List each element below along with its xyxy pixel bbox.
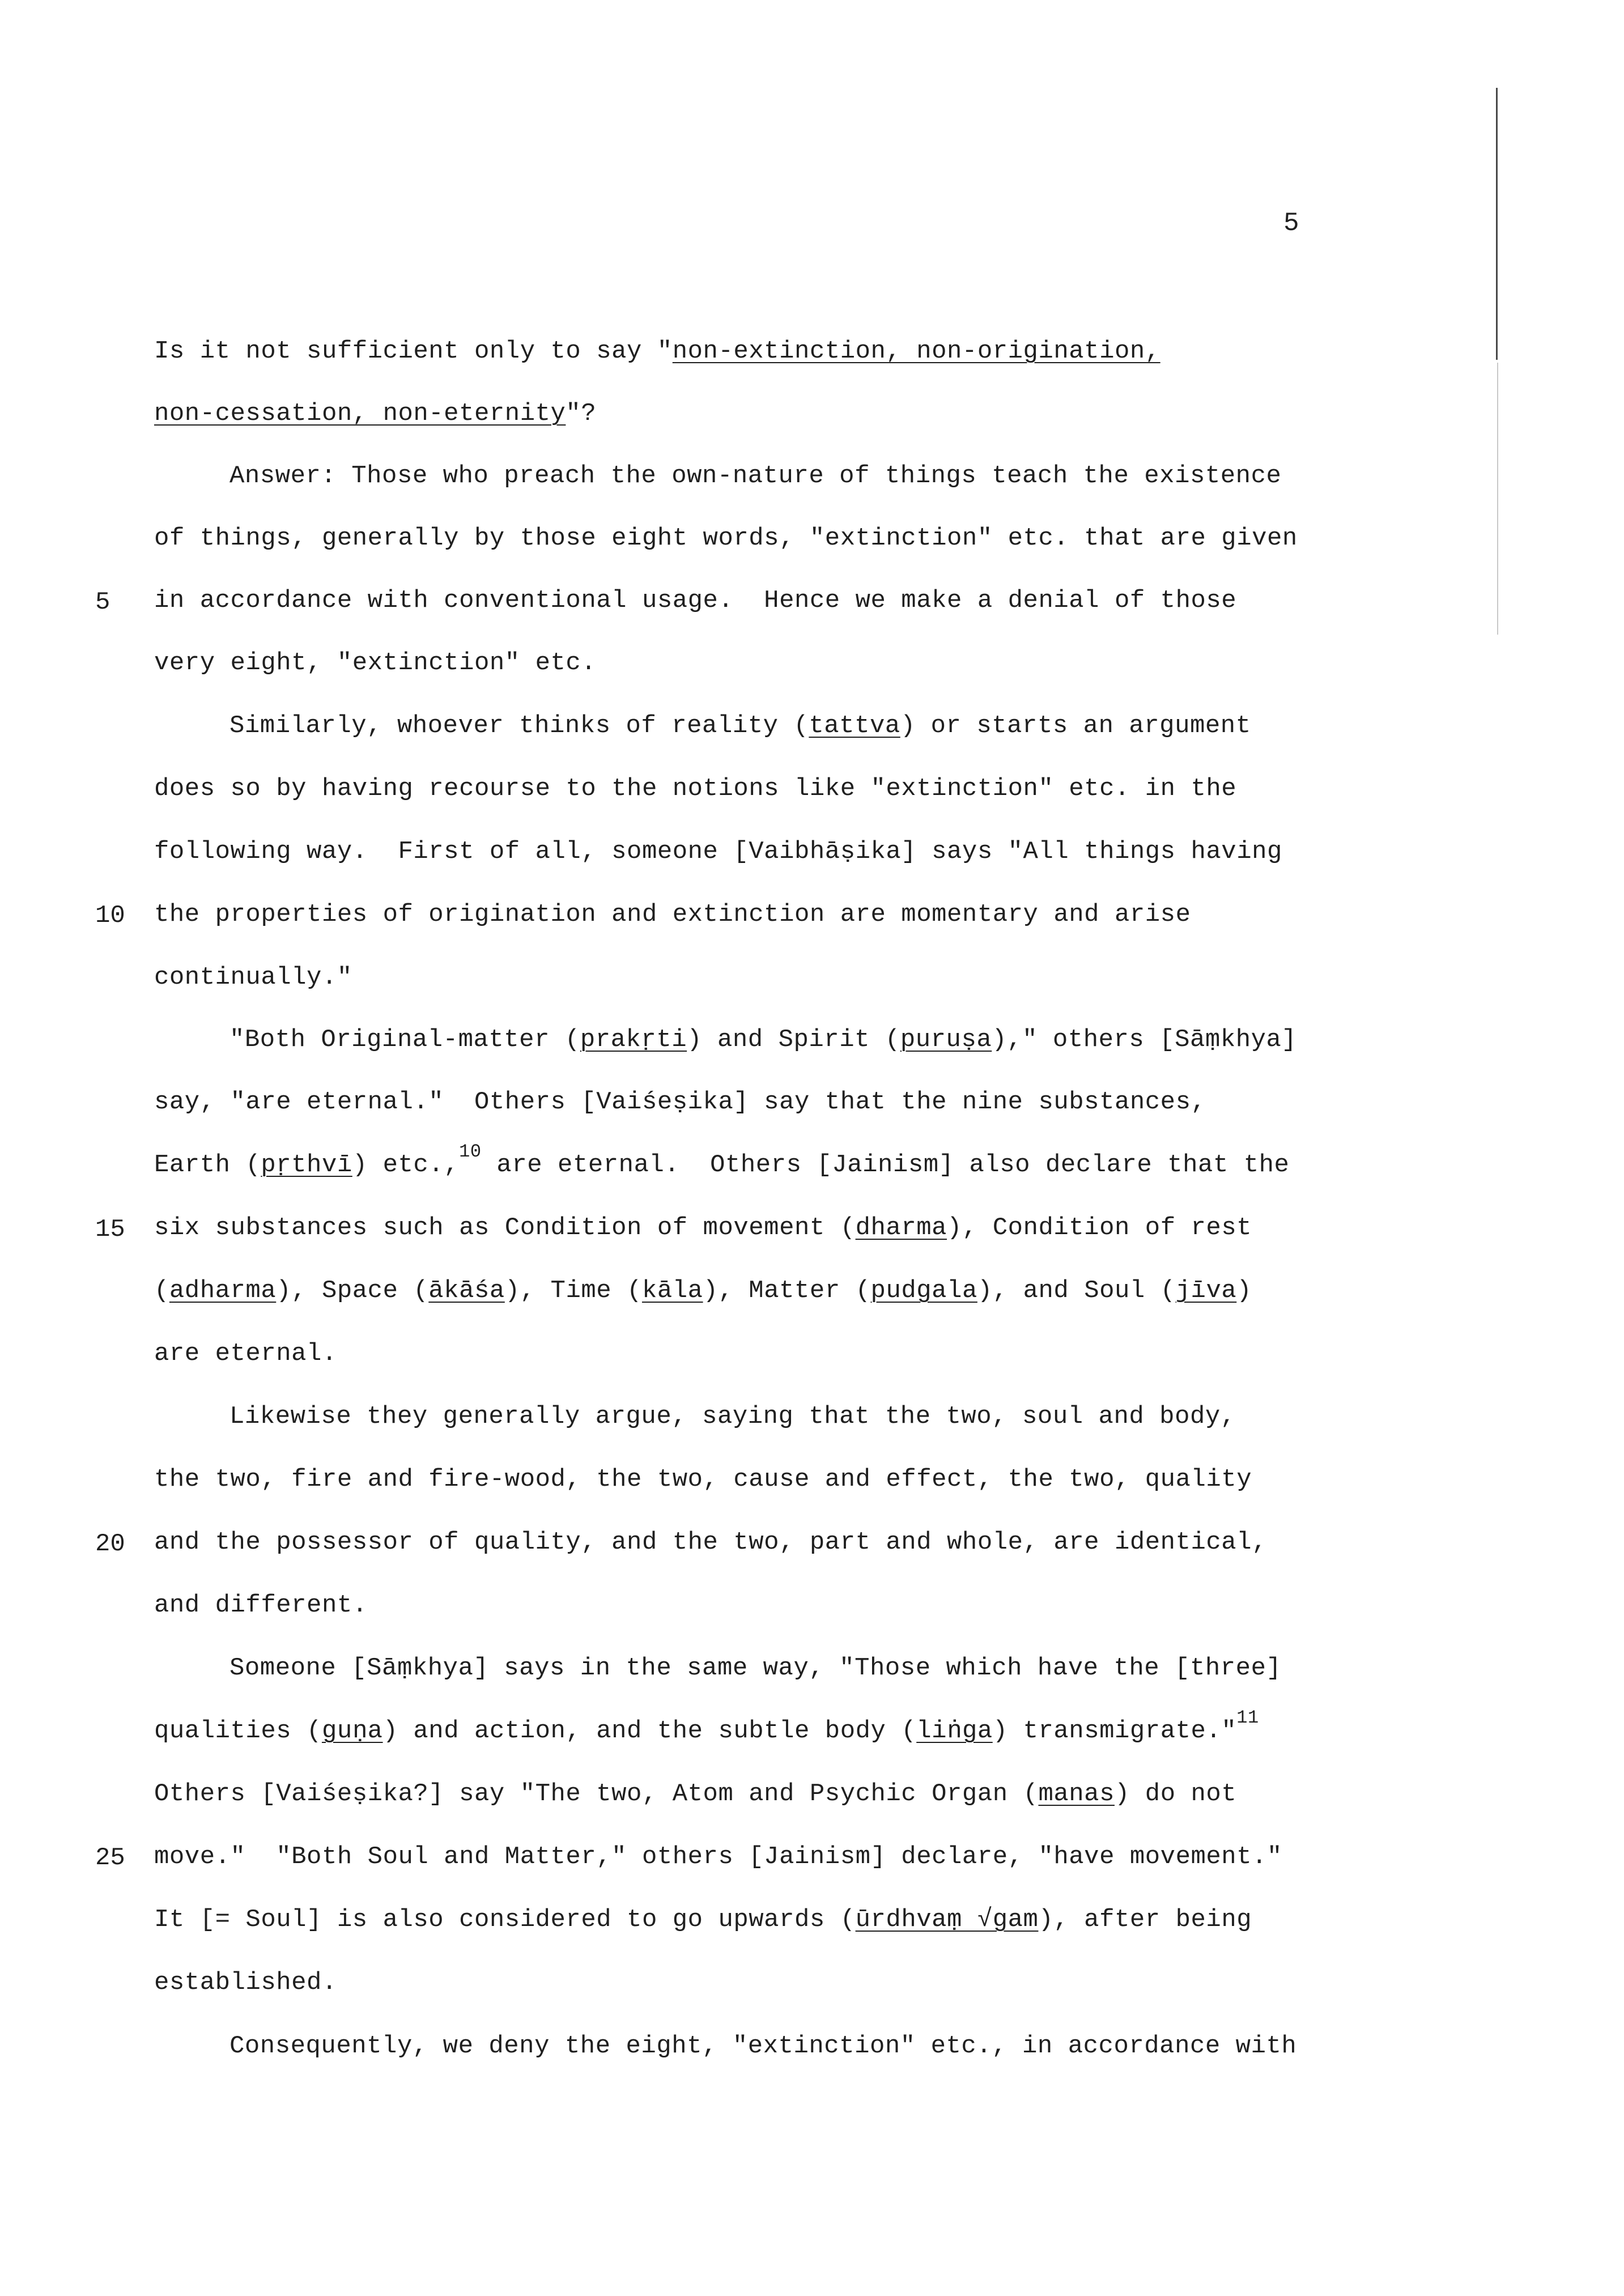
text-line: does so by having recourse to the notions like "extinction" etc. in the [154,775,1237,803]
text-line: are eternal. [154,1340,337,1368]
text-line: Someone [Sāṃkhya] says in the same way, "Those which have the [three] [229,1654,1282,1682]
text-line: non-cessation, non-eternity"? [154,399,597,428]
line-number: 10 [95,902,125,930]
line-number: 25 [95,1844,125,1872]
margin-rule [1496,88,1498,360]
text-line: and different. [154,1591,368,1619]
line-number: 15 [95,1215,125,1244]
text-line: It [= Soul] is also considered to go upwards (ūrdhvaṃ √gam), after being [154,1906,1252,1934]
text-line: the properties of origination and extinction are momentary and arise [154,900,1191,929]
text-line: and the possessor of quality, and the two, part and whole, are identical, [154,1528,1268,1557]
line-number: 20 [95,1530,125,1558]
text-line: Likewise they generally argue, saying that the two, soul and body, [229,1402,1236,1431]
footnote-ref: 11 [1236,1707,1259,1728]
text-line: following way. First of all, someone [Vaibhāṣika] says "All things having [154,837,1282,866]
text-line: say, "are eternal." Others [Vaiśeṣika] say that the nine substances, [154,1088,1206,1116]
page-number: 5 [1283,209,1299,238]
text-line: Consequently, we deny the eight, "extinction" etc., in accordance with [229,2032,1297,2060]
text-line: in accordance with conventional usage. Hence we make a denial of those [154,586,1237,615]
text-line: established. [154,1968,337,1997]
text-line: (adharma), Space (ākāśa), Time (kāla), Matter (pudgala), and Soul (jīva) [154,1277,1252,1305]
text-line: of things, generally by those eight words, "extinction" etc. that are given [154,524,1298,552]
text-line: move." "Both Soul and Matter," others [Jainism] declare, "have movement." [154,1843,1282,1871]
text-line: Earth (pṛthvī) etc.,$^{10}$ are eternal. Others [Jainism] also declare that the [154,1141,1290,1179]
text-line: Similarly, whoever thinks of reality (tattva) or starts an argument [229,712,1251,740]
margin-rule-faint [1497,363,1498,635]
text-line: Answer: Those who preach the own-nature of things teach the existence [229,462,1282,490]
footnote-ref: 10 [459,1141,482,1162]
text-line: Is it not sufficient only to say "non-extinction, non-origination, [154,337,1160,365]
line-number: 5 [95,588,110,616]
text-line: qualities (guṇa) and action, and the subtle body (liṅga) transmigrate."$^{11}$ [154,1707,1259,1745]
text-line: continually." [154,963,352,992]
text-line: very eight, "extinction" etc. [154,649,597,677]
text-line: "Both Original-matter (prakṛti) and Spirit (puruṣa)," others [Sāṃkhya] [229,1026,1297,1054]
text-line: the two, fire and fire-wood, the two, cause and effect, the two, quality [154,1465,1252,1494]
text-line: Others [Vaiśeṣika?] say "The two, Atom and Psychic Organ (manas) do not [154,1780,1237,1808]
text-line: six substances such as Condition of movement (dharma), Condition of rest [154,1214,1252,1242]
